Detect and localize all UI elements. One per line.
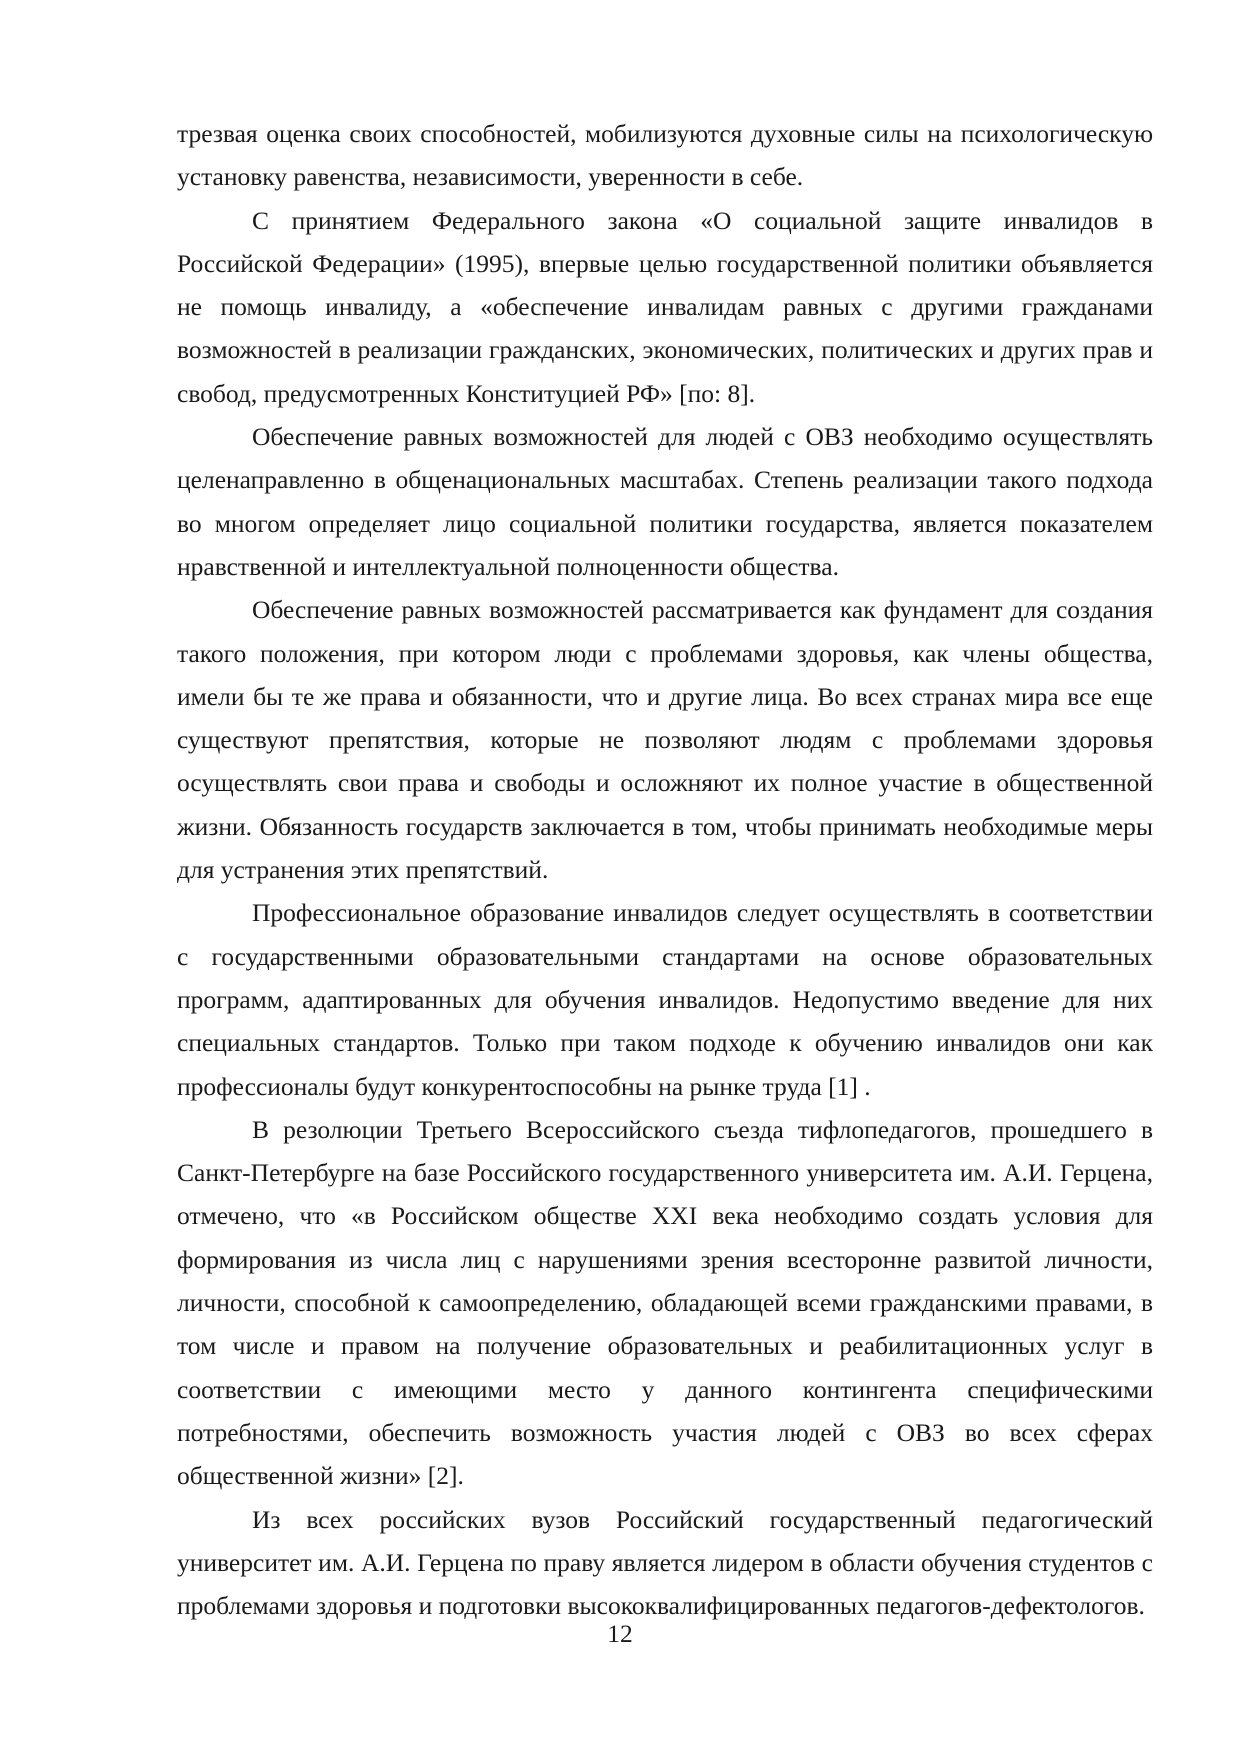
paragraph-resolution: В резолюции Третьего Всероссийского съезда тифлопедагогов, прошедшего в Санкт-Петербурге на базе Российского государственного университета им. А.И. Герцена, отмечено, что «в Российском обществе XXI века необходимо создать условия для формирования из числа лиц с нарушениями зрения всесторонне развитой личности, личности, способной к самоопределению, обладающей всеми гражданскими правами, в том числе и правом на получение образовательных и реабилитационных услуг в соответствии с имеющими место у данного контингента специфическими потребностями, обеспечить возможность участия людей с ОВЗ во всех сферах общественной жизни» [2]. xyxy=(177,1114,1153,1491)
paragraph-professional-education: Профессиональное образование инвалидов следует осуществлять в соответствии с государственными образовательными стандартами на основе образовательных программ, адаптированных для обучения инвалидов. Недопустимо введение для них специальных стандартов. Только при таком подходе к обучению инвалидов они как профессионалы будут конкурентоспособны на рынке труда [1] . xyxy=(177,898,1153,1101)
paragraph-continuation: трезвая оценка своих способностей, мобилизуются духовные силы на психологическую установку равенства, независимости, уверенности в себе. xyxy=(177,119,1153,192)
paragraph-foundation: Обеспечение равных возможностей рассматривается как фундамент для создания такого положения, при котором люди с проблемами здоровья, как члены общества, имели бы те же права и обязанности, что и другие лица. Во всех странах мира все еще существуют препятствия, которые не позволяют людям с проблемами здоровья осуществлять свои права и свободы и осложняют их полное участие в общественной жизни. Обязанность государств заключается в том, чтобы принимать необходимые меры для устранения этих препятствий. xyxy=(177,595,1153,885)
paragraph-equal-opportunities: Обеспечение равных возможностей для людей с ОВЗ необходимо осуществлять целенаправленно в общенациональных масштабах. Степень реализации такого подхода во многом определяет лицо социальной политики государства, является показателем нравственной и интеллектуальной полноценности общества. xyxy=(177,422,1153,581)
document-body xyxy=(177,112,1153,1627)
paragraph-herzen-university: Из всех российских вузов Российский государственный педагогический университет им. А.И. Герцена по праву является лидером в области обучения студентов с проблемами здоровья и подготовки высококвалифицированных педагогов-дефектологов. xyxy=(177,1504,1153,1621)
paragraph-federal-law: С принятием Федерального закона «О социальной защите инвалидов в Российской Федерации» (1995), впервые целью государственной политики объявляется не помощь инвалиду, а «обеспечение инвалидам равных с другими гражданами возможностей в реализации гражданских, экономических, политических и других прав и свобод, предусмотренных Конституцией РФ» [по: 8]. xyxy=(177,205,1153,408)
page-number: 12 xyxy=(607,1619,633,1648)
